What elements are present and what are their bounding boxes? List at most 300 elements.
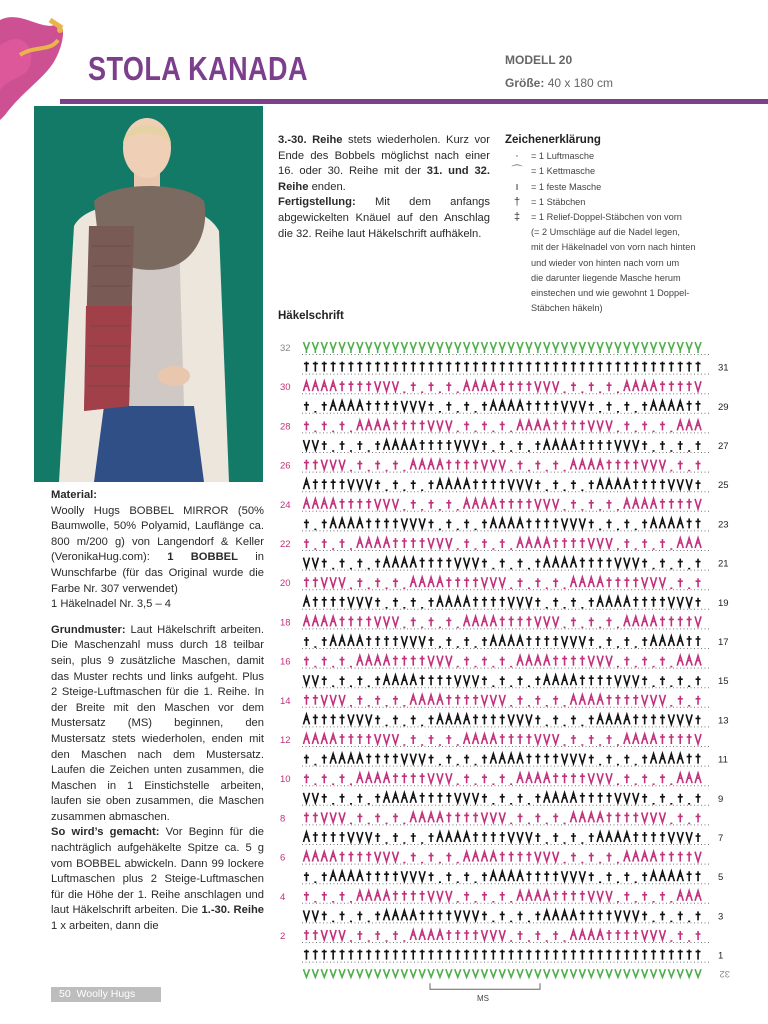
stitch-symbol	[570, 577, 576, 587]
stitch-symbol	[615, 832, 621, 842]
stitch-symbol	[419, 577, 425, 587]
stitch-symbol	[696, 362, 701, 372]
stitch-symbol	[340, 362, 345, 372]
stitch-symbol	[384, 362, 389, 372]
stitch-symbol	[437, 910, 442, 920]
stitch-symbol	[410, 636, 416, 646]
stitch-symbol	[392, 558, 398, 568]
stitch-symbol	[419, 812, 425, 822]
stitch-symbol	[304, 755, 309, 764]
stitch-symbol	[696, 578, 701, 587]
stitch-symbol	[464, 755, 469, 764]
legend-item: † = 1 Stäbchen	[505, 195, 755, 210]
single-crochet-icon: ı	[515, 180, 519, 193]
stitch-symbol	[322, 539, 327, 548]
stitch-symbol	[535, 598, 540, 607]
stitch-symbol	[508, 832, 514, 842]
stitch-symbol	[420, 538, 425, 548]
stitch-symbol	[482, 559, 487, 568]
stitch-symbol	[446, 950, 451, 960]
stitch-symbol	[607, 617, 612, 626]
stitch-symbol	[580, 675, 585, 685]
stitch-symbol	[490, 871, 496, 881]
stitch-symbol	[339, 969, 345, 977]
stitch-symbol	[464, 577, 469, 587]
stitch-symbol	[571, 538, 576, 548]
stitch-symbol	[366, 773, 372, 783]
stitch-symbol	[384, 518, 389, 528]
stitch-symbol	[624, 460, 629, 470]
grundmuster-paragraph: Grundmuster: Laut Häkelschrift arbeiten. Die Maschenzahl muss durch 18 teilbar sein, plus 9 zusätzliche Maschen, damit das Muster rechts und links aufgeht. Plus 2 Steige-Luftmaschen für die 1. Reihe. In der Breite mit den Maschen vor dem Mustersatz (MS) beginnen, den Mustersatz stets wiederholen, enden mit den Maschen nach dem Mustersatz. Laufen die Zeichen unten zusammen, die Maschen in 1 Einstichstelle arbeiten, laufen sie oben zusammen, die Maschen zusammen abmaschen.	[51, 623, 264, 823]
stitch-symbol	[419, 401, 425, 411]
stitch-symbol	[410, 695, 416, 705]
stitch-symbol	[429, 755, 434, 764]
stitch-symbol	[589, 715, 594, 724]
stitch-symbol	[446, 479, 452, 489]
stitch-symbol	[624, 852, 630, 862]
stitch-symbol	[553, 342, 559, 353]
stitch-symbol	[428, 695, 434, 705]
stitch-symbol	[410, 440, 416, 450]
stitch-symbol	[695, 420, 701, 430]
stitch-symbol	[500, 479, 505, 489]
stitch-symbol	[633, 342, 639, 353]
stitch-symbol	[535, 480, 540, 489]
stitch-symbol	[696, 833, 701, 842]
stitch-symbol	[589, 402, 594, 411]
stitch-symbol	[375, 362, 380, 372]
stitch-symbol	[668, 479, 674, 489]
stitch-symbol	[473, 342, 479, 353]
stitch-symbol	[420, 773, 425, 783]
stitch-symbol	[615, 910, 621, 920]
stitch-symbol	[642, 852, 648, 862]
stitch-symbol	[490, 518, 496, 528]
stitch-symbol	[570, 558, 576, 568]
stitch-symbol	[500, 559, 505, 568]
stitch-symbol	[535, 381, 541, 391]
stitch-symbol	[588, 891, 594, 901]
stitch-symbol	[651, 969, 657, 977]
stitch-symbol	[651, 577, 657, 587]
stitch-symbol	[660, 950, 665, 960]
stitch-symbol	[589, 382, 594, 391]
row-number-left: 26	[280, 460, 291, 472]
stitch-symbol	[455, 832, 461, 842]
stitch-symbol	[544, 656, 550, 666]
stitch-symbol	[668, 342, 674, 353]
row-number-left: 32	[280, 343, 291, 354]
stitch-symbol	[500, 539, 505, 548]
stitch-symbol	[517, 342, 523, 353]
stitch-symbol	[642, 637, 647, 646]
legend-item: ‡ = 1 Relief-Doppel-Stäbchen von vorn	[505, 210, 755, 225]
stitch-symbol	[508, 969, 514, 977]
stitch-symbol	[322, 950, 327, 960]
stitch-symbol	[553, 499, 559, 509]
stitch-symbol	[562, 754, 568, 764]
stitch-symbol	[544, 734, 550, 744]
stitch-symbol	[366, 381, 371, 391]
stitch-symbol	[357, 559, 362, 568]
stitch-symbol	[518, 911, 523, 920]
stitch-symbol	[570, 930, 576, 940]
stitch-symbol	[490, 636, 496, 646]
stitch-symbol	[499, 695, 505, 705]
stitch-symbol	[607, 519, 612, 528]
stitch-symbol	[588, 538, 594, 548]
stitch-symbol	[321, 460, 327, 470]
stitch-symbol	[678, 441, 683, 450]
stitch-symbol	[410, 675, 416, 685]
stitch-symbol	[535, 676, 540, 685]
stitch-symbol	[375, 616, 381, 626]
row-number-right: 7	[718, 833, 724, 844]
stitch-symbol	[642, 774, 647, 783]
stitch-symbol	[393, 813, 398, 822]
stitch-symbol	[357, 969, 363, 977]
stitch-symbol	[677, 773, 683, 783]
stitch-symbol	[597, 342, 603, 353]
stitch-symbol	[597, 714, 603, 724]
stitch-symbol	[322, 657, 327, 666]
stitch-symbol	[340, 676, 345, 685]
stitch-symbol	[375, 773, 381, 783]
stitch-symbol	[446, 420, 452, 430]
stitch-symbol	[606, 714, 612, 724]
stitch-symbol	[304, 657, 309, 666]
stitch-symbol	[410, 460, 416, 470]
stitch-symbol	[695, 773, 701, 783]
stitch-symbol	[651, 636, 657, 646]
stitch-symbol	[464, 539, 469, 548]
chart-row	[302, 930, 710, 943]
stitch-symbol	[579, 930, 585, 940]
stitch-symbol	[490, 930, 496, 940]
stitch-symbol	[607, 460, 612, 470]
stitch-symbol	[366, 734, 371, 744]
stitch-symbol	[535, 342, 541, 353]
stitch-symbol	[357, 381, 362, 391]
stitch-symbol	[393, 833, 398, 842]
stitch-symbol	[348, 852, 353, 862]
stitch-symbol	[464, 892, 469, 901]
stitch-symbol	[401, 910, 407, 920]
stitch-symbol	[464, 812, 469, 822]
stitch-symbol	[499, 518, 505, 528]
stitch-symbol	[420, 910, 425, 920]
stitch-symbol	[313, 812, 318, 822]
stitch-symbol	[437, 930, 443, 940]
stitch-symbol	[544, 636, 549, 646]
stitch-symbol	[589, 755, 594, 764]
stitch-symbol	[357, 813, 362, 822]
stitch-symbol	[446, 891, 452, 901]
stitch-symbol	[499, 871, 505, 881]
stitch-symbol	[375, 480, 380, 489]
stitch-symbol	[660, 559, 665, 568]
stitch-symbol	[464, 872, 469, 881]
stitch-symbol	[419, 342, 425, 353]
stitch-symbol	[651, 695, 657, 705]
stitch-symbol	[304, 539, 309, 548]
stitch-symbol	[651, 597, 656, 607]
stitch-symbol	[687, 734, 692, 744]
stitch-symbol	[481, 852, 487, 862]
stitch-symbol	[313, 695, 318, 705]
stitch-symbol	[313, 950, 318, 960]
stitch-symbol	[624, 381, 630, 391]
stitch-symbol	[384, 793, 390, 803]
stitch-symbol	[562, 969, 568, 977]
stitch-symbol	[509, 950, 514, 960]
chart-row	[302, 891, 710, 904]
stitch-symbol	[517, 656, 523, 666]
stitch-symbol	[455, 930, 460, 940]
stitch-symbol	[553, 715, 558, 724]
stitch-symbol	[455, 597, 461, 607]
stitch-symbol	[615, 558, 621, 568]
stitch-symbol	[392, 675, 398, 685]
chart-row	[302, 773, 710, 786]
stitch-symbol	[588, 656, 594, 666]
stitch-symbol	[348, 518, 354, 528]
stitch-symbol	[410, 342, 416, 353]
chart-row	[302, 695, 710, 708]
stitch-symbol	[668, 401, 674, 411]
stitch-symbol	[428, 656, 434, 666]
left-text-column	[51, 488, 264, 935]
stitch-symbol	[340, 950, 345, 960]
stitch-symbol	[357, 499, 362, 509]
row-number-right: 21	[718, 558, 729, 570]
stitch-symbol	[624, 695, 629, 705]
stitch-symbol	[660, 714, 665, 724]
stitch-symbol	[508, 871, 514, 881]
stitch-symbol	[402, 420, 407, 430]
stitch-symbol	[553, 362, 558, 372]
stitch-symbol	[455, 812, 460, 822]
stitch-symbol	[490, 754, 496, 764]
stitch-symbol	[544, 852, 550, 862]
stitch-symbol	[401, 636, 407, 646]
stitch-symbol	[624, 577, 629, 587]
stitch-symbol	[312, 675, 318, 685]
stitch-symbol	[597, 695, 603, 705]
stitch-symbol	[357, 518, 363, 528]
repeat-label: MS	[477, 994, 489, 1004]
stitch-symbol	[419, 460, 425, 470]
stitch-symbol	[633, 558, 639, 568]
stitch-symbol	[482, 402, 487, 411]
stitch-symbol	[562, 793, 568, 803]
stitch-symbol	[473, 479, 478, 489]
stitch-symbol	[366, 597, 372, 607]
stitch-symbol	[384, 969, 390, 977]
stitch-symbol	[517, 773, 523, 783]
stitch-symbol	[535, 969, 541, 977]
stitch-symbol	[544, 381, 550, 391]
stitch-symbol	[544, 969, 550, 977]
row-number-right: 11	[718, 754, 728, 766]
stitch-symbol	[348, 950, 353, 960]
stitch-symbol	[553, 578, 558, 587]
stitch-symbol	[322, 911, 327, 920]
stitch-symbol	[615, 440, 621, 450]
stitch-symbol	[660, 499, 665, 509]
stitch-symbol	[518, 381, 523, 391]
stitch-symbol	[553, 616, 559, 626]
stitch-symbol	[597, 479, 603, 489]
stitch-symbol	[642, 969, 648, 977]
symbol-legend	[505, 133, 755, 316]
stitch-symbol	[607, 735, 612, 744]
chart-row	[302, 342, 710, 355]
stitch-symbol	[553, 636, 558, 646]
stitch-symbol	[544, 910, 550, 920]
repeat-bracket	[430, 983, 540, 989]
stitch-symbol	[428, 460, 434, 470]
stitch-symbol	[384, 381, 390, 391]
stitch-symbol	[429, 480, 434, 489]
stitch-symbol	[437, 597, 443, 607]
stitch-symbol	[401, 518, 407, 528]
stitch-symbol	[571, 891, 576, 901]
stitch-symbol	[313, 460, 318, 470]
stitch-symbol	[580, 538, 585, 548]
stitch-symbol	[339, 342, 345, 353]
stitch-symbol	[428, 538, 434, 548]
stitch-symbol	[517, 538, 523, 548]
stitch-symbol	[607, 853, 612, 862]
stitch-symbol	[393, 773, 398, 783]
stitch-symbol	[446, 832, 452, 842]
stitch-symbol	[677, 636, 683, 646]
stitch-symbol	[606, 969, 612, 977]
stitch-symbol	[597, 832, 603, 842]
stitch-symbol	[303, 479, 309, 489]
stitch-symbol	[482, 637, 487, 646]
stitch-symbol	[553, 420, 558, 430]
stitch-symbol	[589, 362, 594, 372]
stitch-symbol	[526, 362, 531, 372]
stitch-symbol	[481, 695, 487, 705]
stitch-symbol	[535, 931, 540, 940]
stitch-symbol	[624, 734, 630, 744]
stitch-symbol	[607, 910, 612, 920]
stitch-symbol	[446, 853, 451, 862]
stitch-symbol	[446, 714, 452, 724]
stitch-symbol	[313, 930, 318, 940]
stitch-symbol	[339, 812, 345, 822]
stitch-symbol	[669, 852, 674, 862]
stitch-symbol	[570, 969, 576, 977]
stitch-symbol	[686, 479, 692, 489]
stitch-symbol	[606, 342, 612, 353]
row-number-right: 27	[718, 441, 729, 452]
stitch-symbol	[668, 636, 674, 646]
stitch-symbol	[473, 460, 478, 470]
stitch-symbol	[553, 401, 558, 411]
stitch-symbol	[571, 500, 576, 509]
stitch-symbol	[500, 892, 505, 901]
stitch-symbol	[571, 420, 576, 430]
stitch-symbol	[660, 421, 665, 430]
chart-row	[302, 401, 710, 414]
stitch-symbol	[562, 342, 568, 353]
stitch-symbol	[687, 754, 692, 764]
stitch-symbol	[508, 597, 514, 607]
stitch-symbol	[678, 499, 683, 509]
stitch-symbol	[384, 675, 390, 685]
legend-item: ⌒ = 1 Kettmasche	[505, 164, 755, 179]
stitch-symbol	[633, 812, 638, 822]
stitch-symbol	[464, 910, 470, 920]
stitch-symbol	[579, 636, 585, 646]
stitch-symbol	[464, 402, 469, 411]
stitch-symbol	[375, 931, 380, 940]
stitch-symbol	[607, 577, 612, 587]
stitch-symbol	[384, 440, 390, 450]
stitch-symbol	[366, 636, 371, 646]
stitch-symbol	[464, 793, 470, 803]
stitch-symbol	[687, 499, 692, 509]
stitch-symbol	[660, 539, 665, 548]
stitch-symbol	[624, 539, 629, 548]
stitch-symbol	[321, 577, 327, 587]
stitch-symbol	[375, 696, 380, 705]
stitch-symbol	[401, 871, 407, 881]
stitch-symbol	[437, 558, 442, 568]
stitch-symbol	[330, 695, 336, 705]
stitch-symbol	[481, 381, 487, 391]
stitch-symbol	[348, 362, 353, 372]
stitch-symbol	[473, 616, 479, 626]
stitch-symbol	[321, 616, 327, 626]
material-text: Woolly Hugs BOBBEL MIRROR (50% Baumwolle, 50% Polyamid, Lauflänge ca. 800 m/200 g) von Langendorf & Keller (VeronikaHug.com): 1 BOBBEL in Wunschfarbe (für das Original wurde die Farbe Nr. 307 verwendet)	[51, 504, 264, 595]
stitch-symbol	[624, 519, 629, 528]
stitch-symbol	[526, 479, 532, 489]
stitch-symbol	[384, 656, 390, 666]
stitch-symbol	[357, 931, 362, 940]
stitch-symbol	[304, 421, 309, 430]
stitch-symbol	[677, 832, 683, 842]
legend-item: · = 1 Luftmasche	[505, 149, 755, 164]
stitch-symbol	[624, 616, 630, 626]
stitch-symbol	[526, 871, 531, 881]
stitch-symbol	[303, 381, 309, 391]
stitch-symbol	[500, 852, 505, 862]
stitch-symbol	[570, 636, 576, 646]
stitch-symbol	[686, 342, 692, 353]
stitch-symbol	[642, 460, 648, 470]
stitch-symbol	[571, 598, 576, 607]
stitch-symbol	[517, 891, 523, 901]
stitch-symbol	[313, 714, 318, 724]
stitch-symbol	[696, 715, 701, 724]
stitch-symbol	[651, 832, 656, 842]
stitch-symbol	[499, 401, 505, 411]
stitch-symbol	[437, 832, 443, 842]
stitch-symbol	[384, 734, 390, 744]
chart-row	[302, 479, 710, 492]
stitch-symbol	[340, 714, 345, 724]
stitch-symbol	[446, 597, 452, 607]
stitch-symbol	[481, 969, 487, 977]
stitch-symbol	[437, 420, 443, 430]
stitch-symbol	[490, 812, 496, 822]
stitch-symbol	[437, 479, 443, 489]
